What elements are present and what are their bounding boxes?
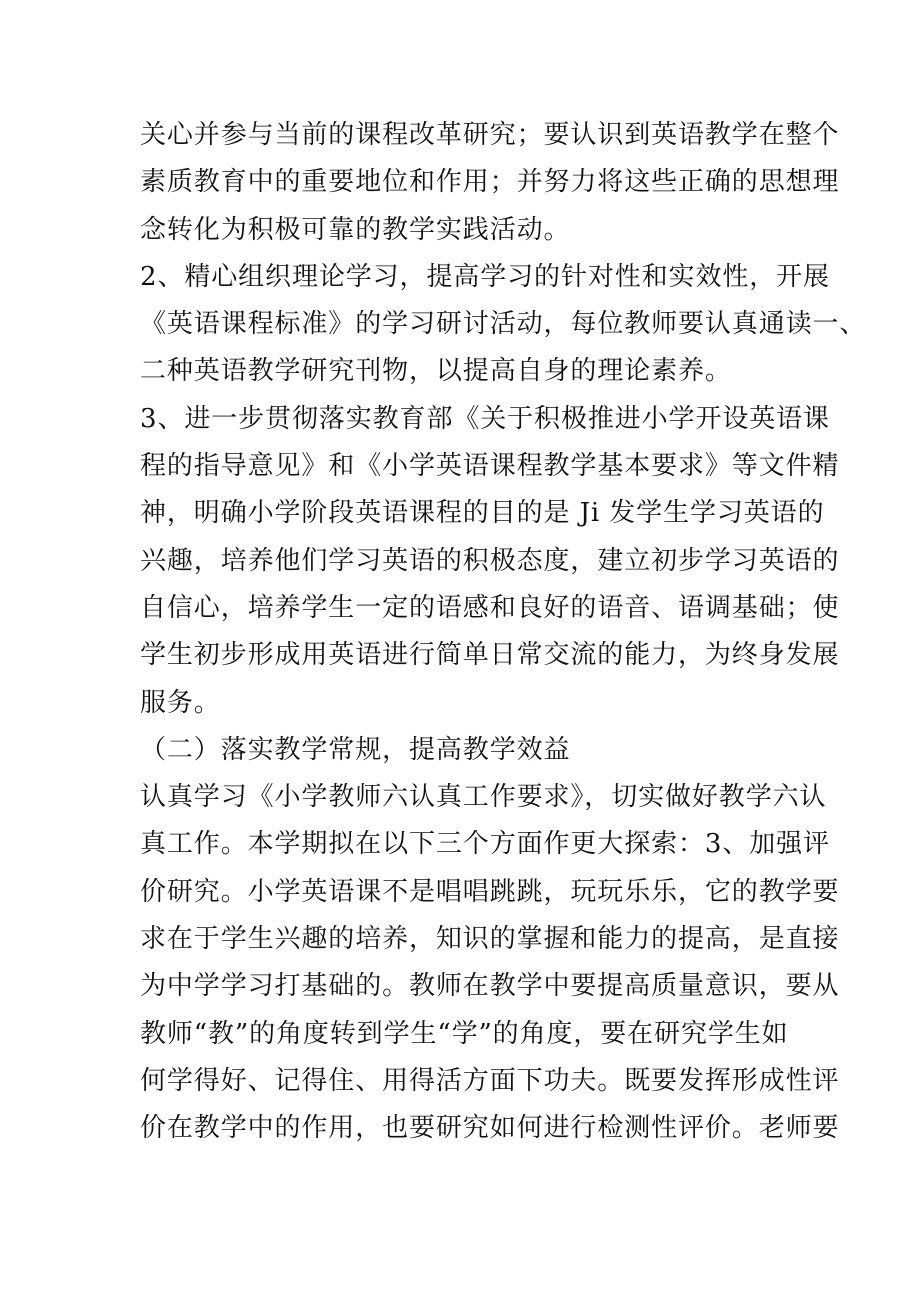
text-line: 兴趣，培养他们学习英语的积极态度，建立初步学习英语的 <box>140 545 840 576</box>
text-line: 服务。 <box>140 687 221 718</box>
text-line: 价研究。小学英语课不是唱唱跳跳，玩玩乐乐，它的教学要 <box>140 876 840 907</box>
text-line: 教师“教”的角度转到学生“学”的角度，要在研究学生如 <box>140 1018 789 1049</box>
text-line: 价在教学中的作用，也要研究如何进行检测性评价。老师要 <box>140 1113 840 1144</box>
numbered-item-3-line: 3、进一步贯彻落实教育部《关于积极推进小学开设英语课 <box>140 403 830 434</box>
text-line: 素质教育中的重要地位和作用；并努力将这些正确的思想理 <box>140 167 840 198</box>
text-line: 关心并参与当前的课程改革研究；要认识到英语教学在整个 <box>140 120 840 150</box>
text-line: 认真学习《小学教师六认真工作要求》，切实做好教学六认 <box>140 782 827 813</box>
text-line: 何学得好、记得住、用得活方面下功夫。既要发挥形成性评 <box>140 1065 840 1096</box>
text-line: 真工作。本学期拟在以下三个方面作更大探索：3、加强评 <box>140 829 830 860</box>
section-heading: （二）落实教学常规，提高教学效益 <box>140 734 571 765</box>
text-line: 念转化为积极可靠的教学实践活动。 <box>140 214 571 245</box>
text-line: 神，明确小学阶段英语课程的目的是 Ji 发学生学习英语的 <box>140 498 825 529</box>
document-body <box>140 112 867 1153</box>
text-line: 《英语课程标准》的学习研讨活动，每位教师要认真通读一、 <box>140 309 867 340</box>
text-line: 求在于学生兴趣的培养，知识的掌握和能力的提高，是直接 <box>140 924 840 955</box>
text-line: 程的指导意见》和《小学英语课程教学基本要求》等文件精 <box>140 451 840 482</box>
text-line: 学生初步形成用英语进行简单日常交流的能力，为终身发展 <box>140 640 840 671</box>
text-line: 自信心，培养学生一定的语感和良好的语音、语调基础；使 <box>140 592 840 623</box>
text-line: 二种英语教学研究刊物，以提高自身的理论素养。 <box>140 356 732 387</box>
numbered-item-2-line: 2、精心组织理论学习，提高学习的针对性和实效性，开展 <box>140 261 830 292</box>
text-line: 为中学学习打基础的。教师在教学中要提高质量意识，要从 <box>140 971 840 1002</box>
